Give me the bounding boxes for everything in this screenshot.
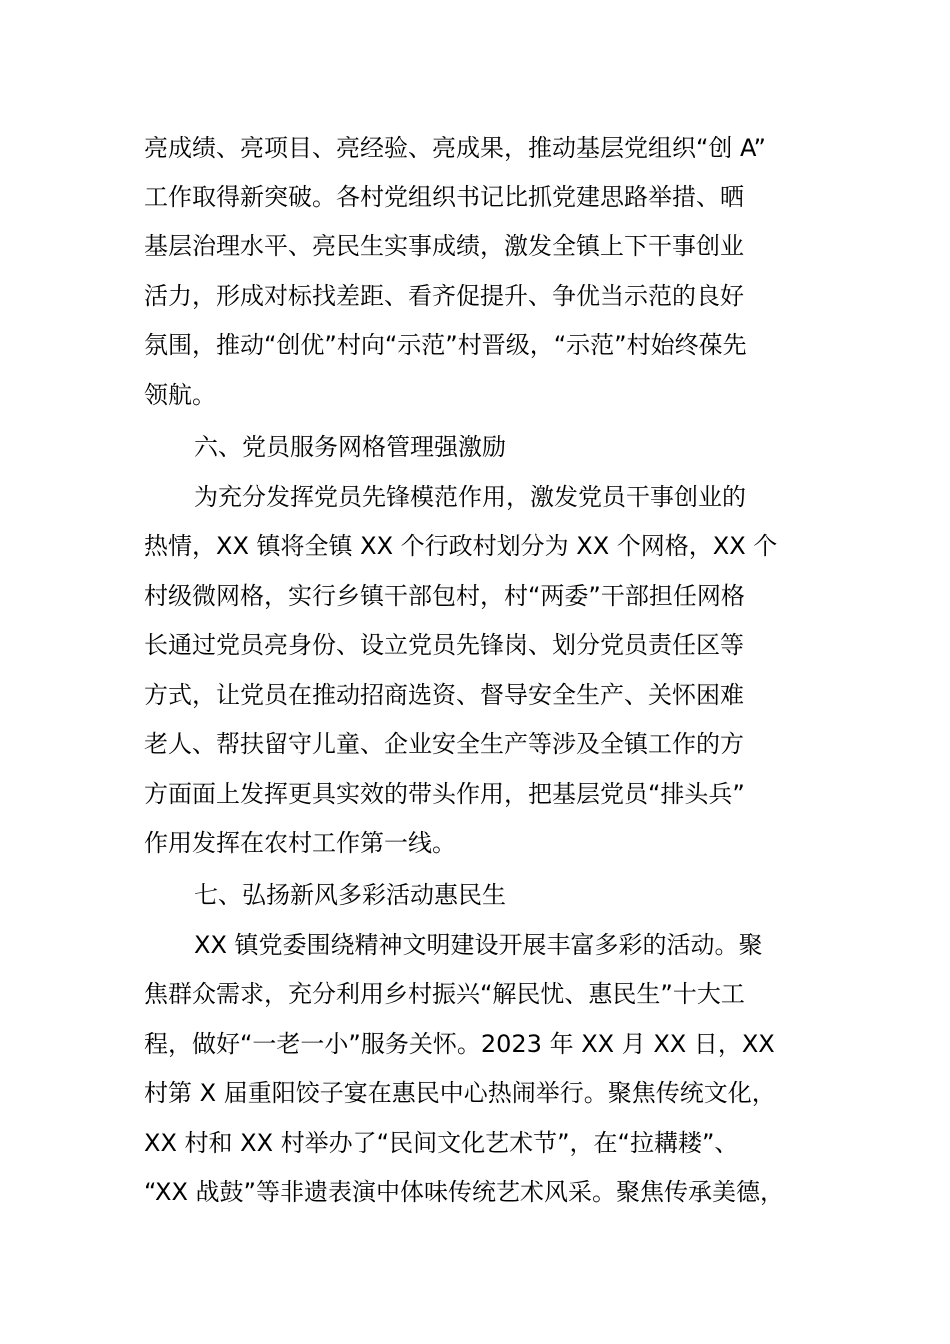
body-text-line: 热情，XX 镇将全镇 XX 个行政村划分为 XX 个网格，XX 个 (144, 532, 778, 560)
body-text-line: 村级微网格，实行乡镇干部包村，村“两委”干部担任网格 (144, 582, 745, 610)
section-heading: 七、弘扬新风多彩活动惠民生 (194, 881, 506, 909)
body-text-line: 基层治理水平、亮民生实事成绩，激发全镇上下干事创业 (144, 232, 744, 260)
body-text-line: 方式，让党员在推动招商选资、督导安全生产、关怀困难 (144, 681, 744, 709)
body-text-line: 程，做好“一老一小”服务关怀。2023 年 XX 月 XX 日，XX (144, 1030, 775, 1058)
body-text-line: XX 村和 XX 村举办了“民间文化艺术节”，在“拉耩耧”、 (144, 1129, 739, 1157)
body-text-line: 老人、帮扶留守儿童、企业安全生产等涉及全镇工作的方 (144, 730, 744, 758)
body-text-line: 活力，形成对标找差距、看齐促提升、争优当示范的良好 (144, 282, 744, 310)
body-text-line: 长通过党员亮身份、设立党员先锋岗、划分党员责任区等 (144, 631, 744, 659)
body-text-line: 焦群众需求，充分利用乡村振兴“解民忧、惠民生”十大工 (144, 980, 745, 1008)
body-text-line: 领航。 (144, 381, 216, 409)
section-heading: 六、党员服务网格管理强激励 (194, 433, 506, 461)
body-text-line: 亮成绩、亮项目、亮经验、亮成果，推动基层党组织“创 A” (144, 134, 766, 162)
body-text-line: 为充分发挥党员先锋模范作用，激发党员干事创业的 (194, 483, 746, 511)
body-text-line: 氛围，推动“创优”村向“示范”村晋级，“示范”村始终葆先 (144, 331, 747, 359)
body-text-line: “XX 战鼓”等非遗表演中体味传统艺术风采。聚焦传承美德， (144, 1178, 784, 1206)
body-text-line: 工作取得新突破。各村党组织书记比抓党建思路举措、晒 (144, 183, 744, 211)
body-text-line: 作用发挥在农村工作第一线。 (144, 829, 456, 857)
body-text-line: 村第 X 届重阳饺子宴在惠民中心热闹举行。聚焦传统文化， (144, 1079, 776, 1107)
body-text-line: 方面面上发挥更具实效的带头作用，把基层党员“排头兵” (144, 780, 745, 808)
body-text-line: XX 镇党委围绕精神文明建设开展丰富多彩的活动。聚 (194, 931, 763, 959)
